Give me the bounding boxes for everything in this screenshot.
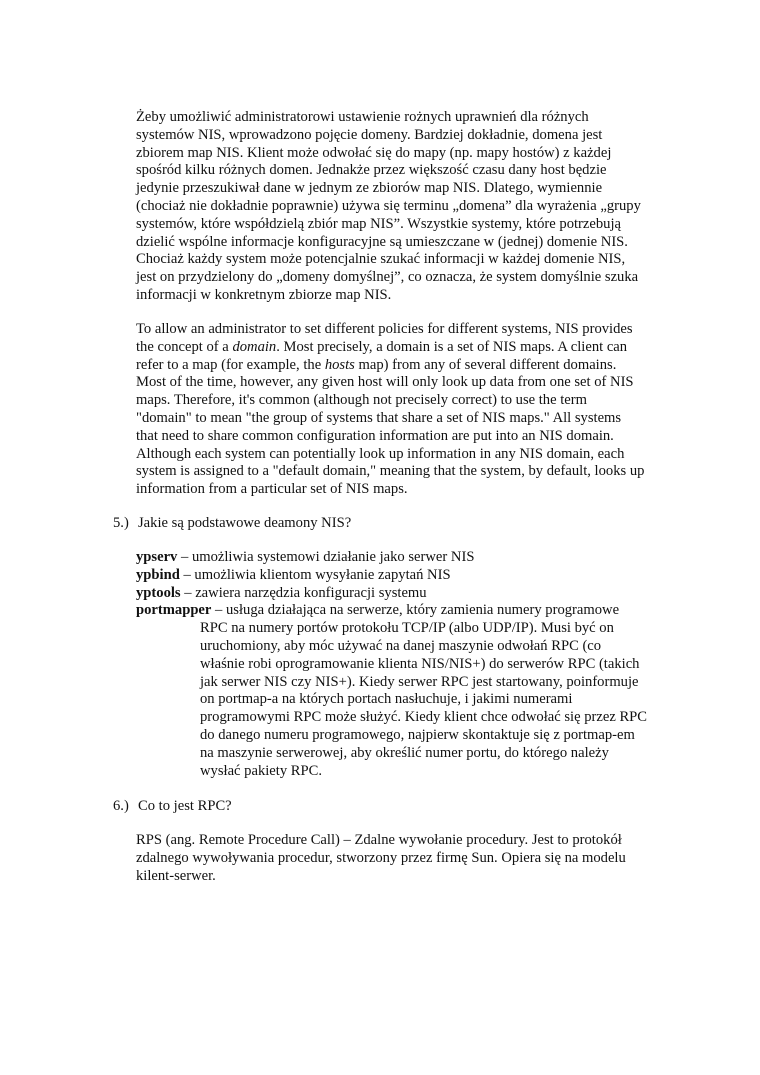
- portmapper-line: programowymi RPC może służyć. Kiedy klient chce odwołać się przez RPC: [200, 709, 648, 726]
- paragraph-line: system is assigned to a "default domain," meaning that the system, by default, looks up: [136, 463, 645, 480]
- paragraph-line: zdalnego wywoływania procedur, stworzony przez firmę Sun. Opiera się na modelu: [136, 849, 626, 866]
- paragraph-line: refer to a map (for example, the hosts map) from any of several different domains.: [136, 356, 617, 373]
- question-number: 5.): [113, 515, 129, 531]
- daemon-term: ypserv: [136, 549, 178, 565]
- hosts-emphasis: hosts: [324, 356, 355, 373]
- paragraph-line: Chociaż każdy system może potencjalnie szukać informacji w każdej domenie NIS,: [136, 251, 626, 268]
- portmapper-line: właśnie robi oprogramowanie klienta NIS/NIS+) do serwerów RPC (takich: [200, 655, 640, 672]
- portmapper-line: jak serwer NIS czy NIS+). Kiedy serwer RPC jest startowany, poinformuje: [200, 673, 639, 690]
- english-paragraph: [136, 321, 676, 499]
- paragraph-line: jedynie przeszukiwał dane w jednym ze zbiorów map NIS. Dlatego, wymiennie: [136, 180, 603, 197]
- paragraph-line: kilent-serwer.: [136, 867, 216, 884]
- portmapper-line: on portmap-a na których portach nasłuchuje, i jakimi numerami: [200, 691, 573, 708]
- question-6: [113, 797, 232, 815]
- question-5: [113, 514, 351, 532]
- daemon-term: portmapper: [136, 602, 212, 619]
- question-text: Co to jest RPC?: [138, 798, 232, 814]
- question-text: Jakie są podstawowe deamony NIS?: [138, 515, 352, 531]
- paragraph-line: information from a particular set of NIS maps.: [136, 481, 408, 498]
- list-item: ypbind – umożliwia klientom wysyłanie zapytań NIS: [136, 566, 451, 583]
- paragraph-line: To allow an administrator to set different policies for different systems, NIS provides: [136, 321, 633, 337]
- paragraph-line: maps. Therefore, it's common (although not precisely correct) to use the term: [136, 392, 587, 409]
- paragraph-line: (chociaż nie dokładnie poprawnie) używa się terminu „domena” dla wyrażenia „grupy: [136, 197, 641, 214]
- paragraph-line: jest on przydzielony do „domeny domyślnej”, co oznacza, że system domyślnie szuka: [136, 269, 639, 286]
- polish-paragraph: [136, 109, 676, 305]
- portmapper-line: na maszynie serwerowej, aby określić numer portu, do którego należy: [200, 744, 609, 761]
- paragraph-line: Although each system can potentially look up information in any NIS domain, each: [136, 445, 625, 462]
- paragraph-line: RPS (ang. Remote Procedure Call) – Zdalne wywołanie procedury. Jest to protokół: [136, 832, 622, 848]
- question-number: 6.): [113, 798, 129, 814]
- paragraph-line: informacji w konkretnym zbiorze map NIS.: [136, 286, 392, 303]
- paragraph-line: the concept of a domain. Most precisely, a domain is a set of NIS maps. A client can: [136, 338, 628, 355]
- daemon-term: yptools: [136, 584, 181, 601]
- list-item: ypserv – umożliwia systemowi działanie jako serwer NIS: [136, 549, 475, 565]
- paragraph-line: that need to share common configuration information are put into an NIS domain.: [136, 427, 614, 444]
- rpc-answer-paragraph: [136, 832, 676, 885]
- portmapper-line: RPC na numery portów protokołu TCP/IP (albo UDP/IP). Musi być on: [200, 620, 614, 637]
- daemon-list: [136, 549, 696, 780]
- paragraph-line: systemów NIS, wprowadzono pojęcie domeny. Bardziej dokładnie, domena jest: [136, 126, 603, 143]
- portmapper-line: do danego numeru programowego, najpierw skontaktuje się z portmap-em: [200, 726, 635, 743]
- domain-emphasis: domain: [232, 338, 277, 355]
- list-item: portmapper – usługa działająca na serwerze, który zamienia numery programowe: [136, 602, 620, 619]
- paragraph-line: systemów, które współdzielą zbiór map NIS”. Wszystkie systemy, które potrzebują: [136, 215, 621, 232]
- paragraph-line: dzielić wspólne informacje konfiguracyjne są umieszczane w (jednej) domenie NIS.: [136, 233, 628, 250]
- paragraph-line: spośród kilku różnych domen. Jednakże przez większość czasu dany host będzie: [136, 162, 607, 179]
- portmapper-line: uruchomiony, aby móc używać na danej maszynie odwołań RPC (co: [200, 637, 602, 654]
- paragraph-line: Most of the time, however, any given host will only look up data from one set of NIS: [136, 374, 634, 391]
- portmapper-line: wysłać pakiety RPC.: [200, 762, 323, 779]
- daemon-term: ypbind: [136, 566, 180, 583]
- paragraph-line: Żeby umożliwić administratorowi ustawienie rożnych uprawnień dla różnych: [136, 109, 589, 125]
- paragraph-line: "domain" to mean "the group of systems that share a set of NIS maps." All systems: [136, 409, 622, 426]
- paragraph-line: zbiorem map NIS. Klient może odwołać się do mapy (np. mapy hostów) z każdej: [136, 144, 612, 161]
- list-item: yptools – zawiera narzędzia konfiguracji systemu: [136, 584, 427, 601]
